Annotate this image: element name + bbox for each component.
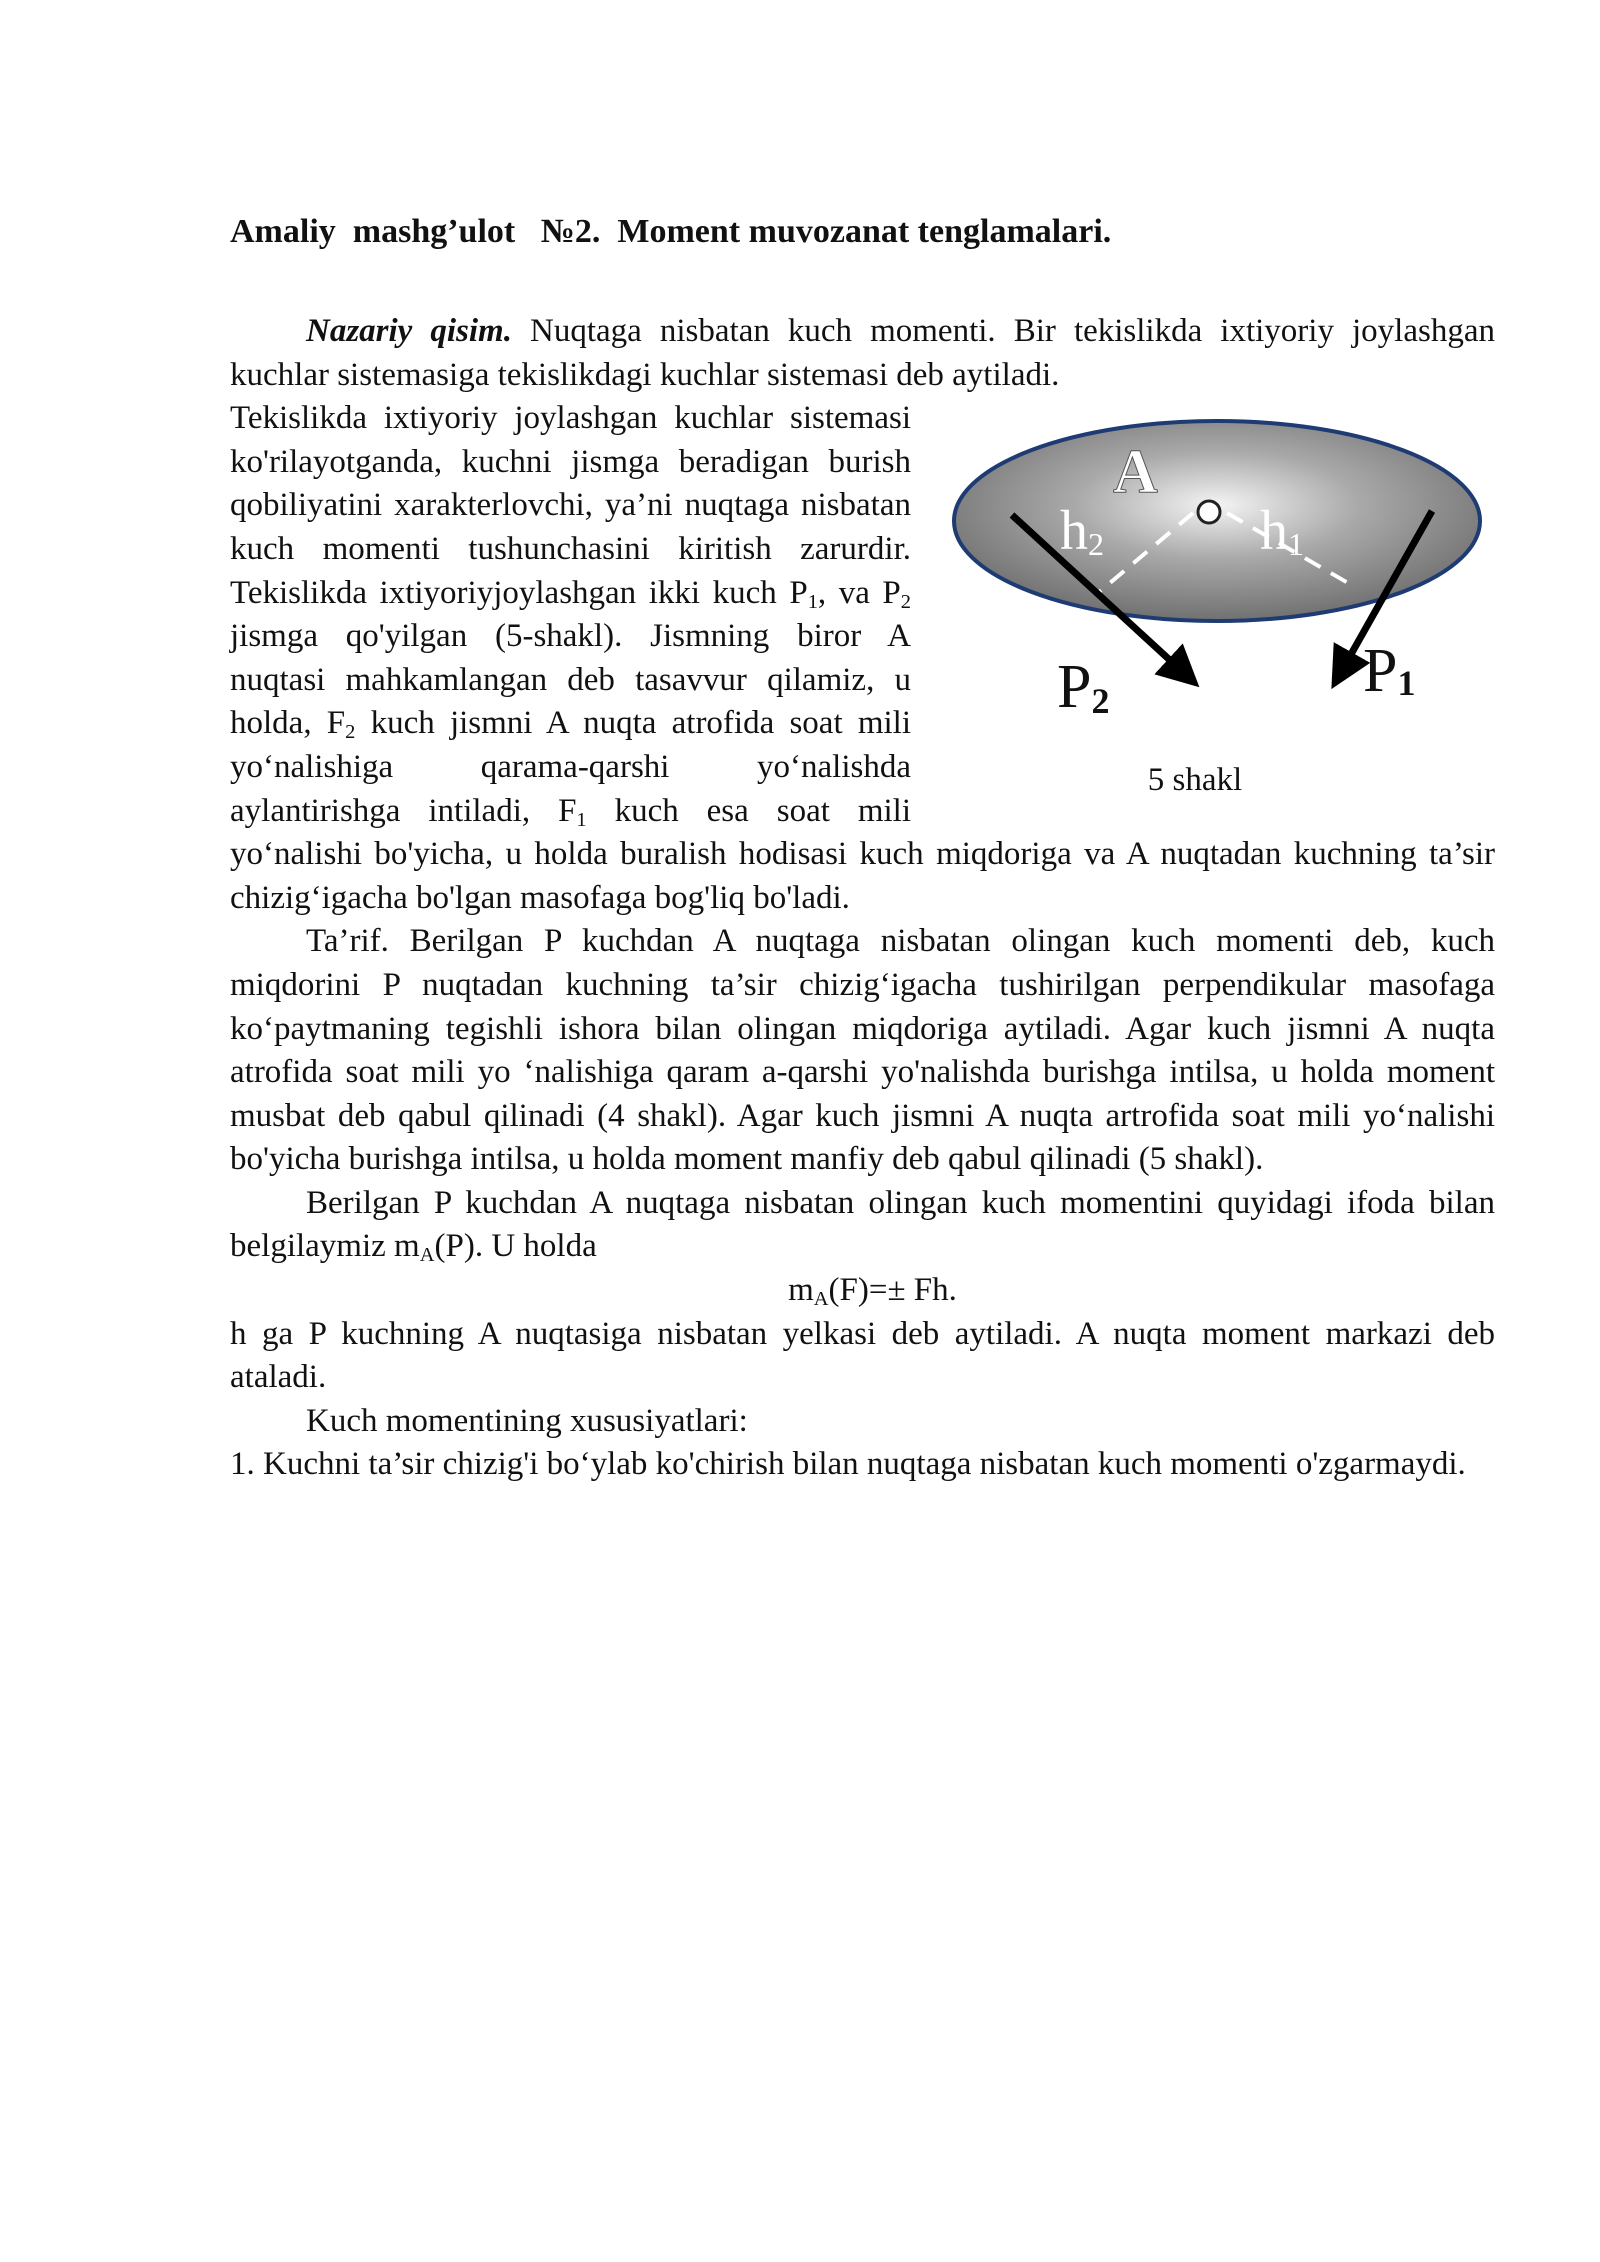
label-p2: P2: [1057, 653, 1110, 722]
moment-formula: $m_A(F)=\pm Fh$.: [788, 1272, 957, 1311]
paragraph-lever-arm: h ga P kuchning A nuqtasiga nisbatan yelkasi deb aytiladi. A nuqta moment markazi deb ataladi.: [230, 1315, 1495, 1396]
label-a: A: [1113, 438, 1158, 507]
point-a-marker: [1198, 501, 1220, 523]
force-moment-diagram: [935, 409, 1495, 749]
page-title: Amaliy mashg’ulot №2. Moment muvozanat tenglamalari.: [230, 213, 1112, 250]
properties-heading: Kuch momentining xususiyatlari:: [306, 1402, 748, 1439]
figure-5: [935, 409, 1495, 817]
label-p1: P1: [1363, 637, 1416, 706]
paragraph-plane-system: Tekislikda ixtiyoriy joylashgan kuchlar sistemasi ko'rilayotganda, kuchni jismga beradigan burish qobiliyatini xarakterlovchi, ya’ni nuqtaga nisbatan kuch momenti tushunchasini kiritish zarurdir. Tekislikda ixtiyoriyjoylashgan ikki kuch $P_1$, va $P_2$ jismga qo'yilgan (5-shakl). Jismning biror A nuqtasi mahkamlangan deb tasavvur qilamiz, u holda, $F_2$ kuch jismni A nuqta atrofida soat mili yo‘nalishiga qarama-qarshi yo‘nalishda aylantirishga intiladi, $F_1$ kuch esa soat mili yo‘nalishi bo'yicha, u holda buralish hodisasi kuch miqdoriga va A nuqtadan kuchning ta’sir chizig‘igacha bo'lgan masofaga bog'liq bo'ladi.: [230, 400, 1495, 916]
paragraph-theory-intro: [230, 310, 1495, 397]
theory-heading: Nazariy qisim.: [306, 313, 512, 349]
figure-caption: 5 shakl: [1147, 762, 1243, 799]
theory-intro-text: Nuqtaga nisbatan kuch momenti. Bir tekislikda ixtiyoriy joylashgan kuchlar sistemasiga tekislikdagi kuchlar sistemasi deb aytiladi.: [230, 313, 1495, 393]
document-page: [230, 210, 1495, 1487]
paragraph-notation: Berilgan P kuchdan A nuqtaga nisbatan olingan kuch momentini quyidagi ifoda bilan belgilaymiz $m_A(P)$. U holda: [230, 1184, 1495, 1267]
property-item-1: 1. Kuchni ta’sir chizig'i bo‘ylab ko'chirish bilan nuqtaga nisbatan kuch momenti o'zgarmaydi.: [230, 1446, 1466, 1483]
label-h2: h2: [1060, 500, 1104, 563]
paragraph-definition: Ta’rif. Berilgan P kuchdan A nuqtaga nisbatan olingan kuch momenti deb, kuch miqdorini P nuqtadan kuchning ta’sir chizig‘igacha tushirilgan perpendikular masofaga ko‘paytmaning tegishli ishora bilan olingan miqdoriga aytiladi. Agar kuch jismni A nuqta atrofida soat mili yo ‘nalishiga qaram a-qarshi yo'nalishda burishga intilsa, u holda moment musbat deb qabul qilinadi (4 shakl). Agar kuch jismni A nuqta artrofida soat mili yo‘nalishi bo'yicha burishga intilsa, u holda moment manfiy deb qabul qilinadi (5 shakl).: [230, 923, 1495, 1178]
label-h1: h1: [1260, 500, 1304, 563]
